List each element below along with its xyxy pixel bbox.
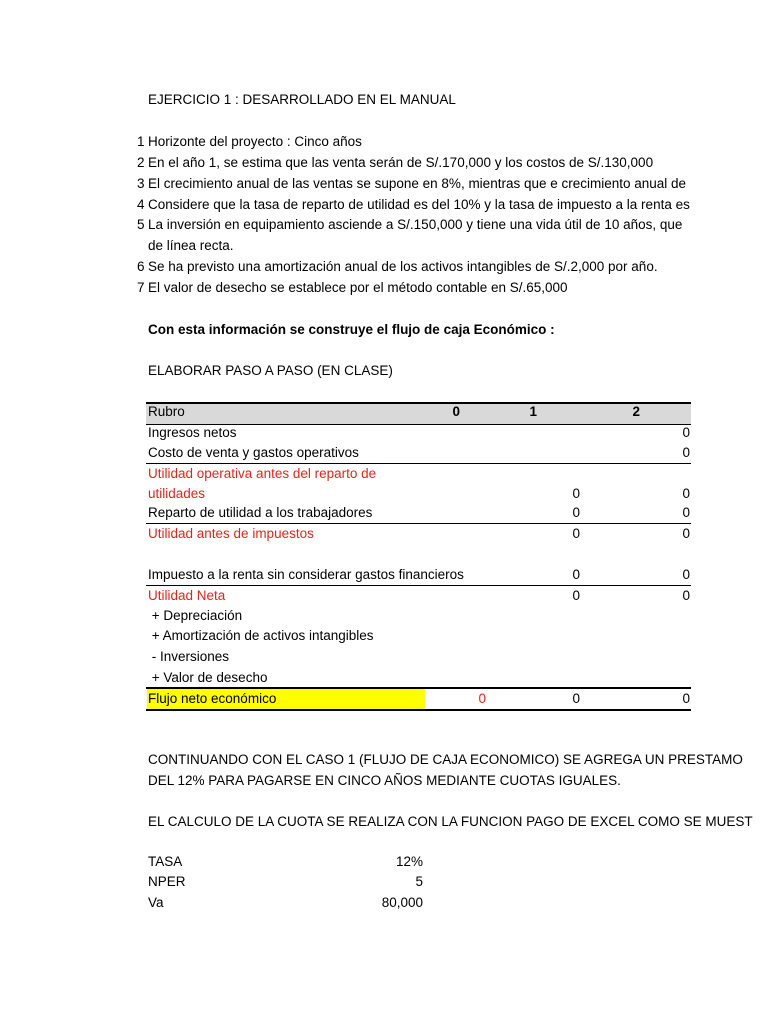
param-tasa-label: TASA: [148, 854, 183, 869]
row-neta-c1: 0: [572, 588, 580, 603]
row-uai-c1: 0: [572, 526, 580, 541]
param-va-value: 80,000: [381, 895, 423, 910]
item-text-5: La inversión en equipamiento asciende a S/.150,000 y tiene una vida útil de 10 años, que: [148, 217, 683, 232]
item-text-7: El valor de desecho se establece por el método contable en S/.65,000: [148, 280, 568, 295]
section-subtitle: Con esta información se construye el flujo de caja Económico :: [148, 322, 555, 337]
row-impuesto-c2: 0: [682, 567, 690, 582]
paragraph-1-line-2: DEL 12% PARA PAGARSE EN CINCO AÑOS MEDIANTE CUOTAS IGUALES.: [148, 773, 621, 788]
row-divider: [146, 585, 691, 586]
row-flujo-c0: 0: [478, 691, 486, 706]
row-amortizacion-label: + Amortización de activos intangibles: [148, 628, 374, 643]
row-flujo-c2: 0: [682, 691, 690, 706]
header-col-1: 1: [529, 404, 537, 419]
param-nper-label: NPER: [148, 874, 186, 889]
header-col-0: 0: [452, 404, 460, 419]
row-uo-label-2: utilidades: [148, 486, 206, 501]
item-number-6: 6: [137, 259, 145, 274]
item-number-4: 4: [137, 197, 145, 212]
row-flujo-c1: 0: [572, 691, 580, 706]
param-tasa-value: 12%: [395, 854, 423, 869]
paragraph-1-line-1: CONTINUANDO CON EL CASO 1 (FLUJO DE CAJA ECONOMICO) SE AGREGA UN PRESTAMO: [148, 752, 743, 767]
row-reparto-c2: 0: [682, 505, 690, 520]
row-ingresos-c2: 0: [682, 425, 690, 440]
header-col-2: 2: [632, 404, 640, 419]
item-text-6: Se ha previsto una amortización anual de los activos intangibles de S/.2,000 por año.: [148, 259, 658, 274]
row-costo-c2: 0: [682, 445, 690, 460]
row-uai-c2: 0: [682, 526, 690, 541]
paragraph-2: EL CALCULO DE LA CUOTA SE REALIZA CON LA FUNCION PAGO DE EXCEL COMO SE MUEST: [148, 814, 753, 829]
row-uo-c1: 0: [572, 486, 580, 501]
item-number-2: 2: [137, 155, 145, 170]
row-reparto-c1: 0: [572, 505, 580, 520]
item-number-5: 5: [137, 217, 145, 232]
step-label: ELABORAR PASO A PASO (EN CLASE): [148, 363, 393, 378]
row-impuesto-c1: 0: [572, 567, 580, 582]
item-number-3: 3: [137, 176, 145, 191]
row-desecho-label: + Valor de desecho: [148, 670, 268, 685]
document-title: EJERCICIO 1 : DESARROLLADO EN EL MANUAL: [148, 92, 456, 107]
row-depreciacion-label: + Depreciación: [148, 608, 243, 623]
header-rubro: Rubro: [148, 404, 185, 419]
item-text-5-cont: de línea recta.: [148, 238, 234, 253]
item-number-7: 7: [137, 280, 145, 295]
item-text-4: Considere que la tasa de reparto de utilidad es del 10% y la tasa de impuesto a la renta es: [148, 197, 690, 212]
row-neta-label: Utilidad Neta: [148, 588, 226, 603]
item-text-2: En el año 1, se estima que las venta serán de S/.170,000 y los costos de S/.130,000: [148, 155, 654, 170]
row-reparto-label: Reparto de utilidad a los trabajadores: [148, 505, 373, 520]
param-va-label: Va: [148, 895, 164, 910]
row-inversiones-label: - Inversiones: [148, 649, 230, 664]
item-text-1: Horizonte del proyecto : Cinco años: [148, 134, 362, 149]
row-flujo-label: Flujo neto económico: [148, 691, 277, 706]
row-impuesto-label: Impuesto a la renta sin considerar gastos financieros: [148, 567, 464, 582]
row-costo-label: Costo de venta y gastos operativos: [148, 445, 359, 460]
param-nper-value: 5: [415, 874, 423, 889]
row-ingresos-label: Ingresos netos: [148, 425, 237, 440]
row-neta-c2: 0: [682, 588, 690, 603]
item-text-3: El crecimiento anual de las ventas se supone en 8%, mientras que e crecimiento anual de: [148, 176, 687, 191]
row-uo-c2: 0: [682, 486, 690, 501]
item-number-1: 1: [137, 134, 145, 149]
row-uai-label: Utilidad antes de impuestos: [148, 526, 314, 541]
row-uo-label-1: Utilidad operativa antes del reparto de: [148, 466, 377, 481]
